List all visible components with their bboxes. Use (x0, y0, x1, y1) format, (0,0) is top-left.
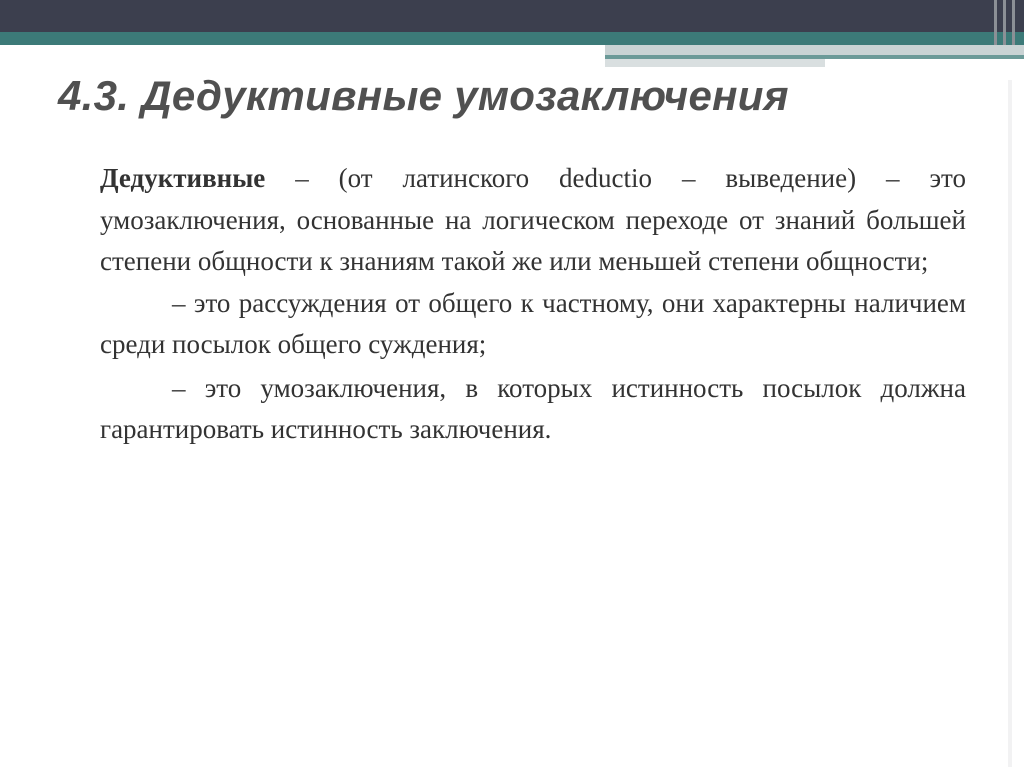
side-decor-line (1008, 80, 1012, 767)
paragraph-general-to-particular: – это рассуждения от общего к частному, они характерны наличием среди посылок общего суждения; (100, 287, 966, 359)
term-deductive: Дедуктивные (100, 163, 266, 193)
paragraph-truth-guarantee: – это умозаключения, в которых истинность посылок должна гарантировать истинность заключения. (100, 372, 966, 444)
header-stripe-light (605, 59, 825, 67)
definition-text: – (от латинского deductio – выведение) – это умозаключения, основанные на логическом переходе от знаний большей степени общности к знаниям такой же или меньшей степени общности; (100, 163, 966, 276)
header-bar-dark (0, 0, 1024, 32)
paragraph-definition (100, 158, 966, 283)
corner-accent-line (1003, 0, 1006, 45)
corner-accent-line (994, 0, 997, 45)
slide-title: 4.3. Дедуктивные умозаключения (58, 72, 789, 119)
slide-body (100, 158, 966, 451)
header-bar-teal (0, 32, 1024, 45)
corner-accent-line (1012, 0, 1015, 45)
header-stripe-grey (605, 45, 1024, 55)
